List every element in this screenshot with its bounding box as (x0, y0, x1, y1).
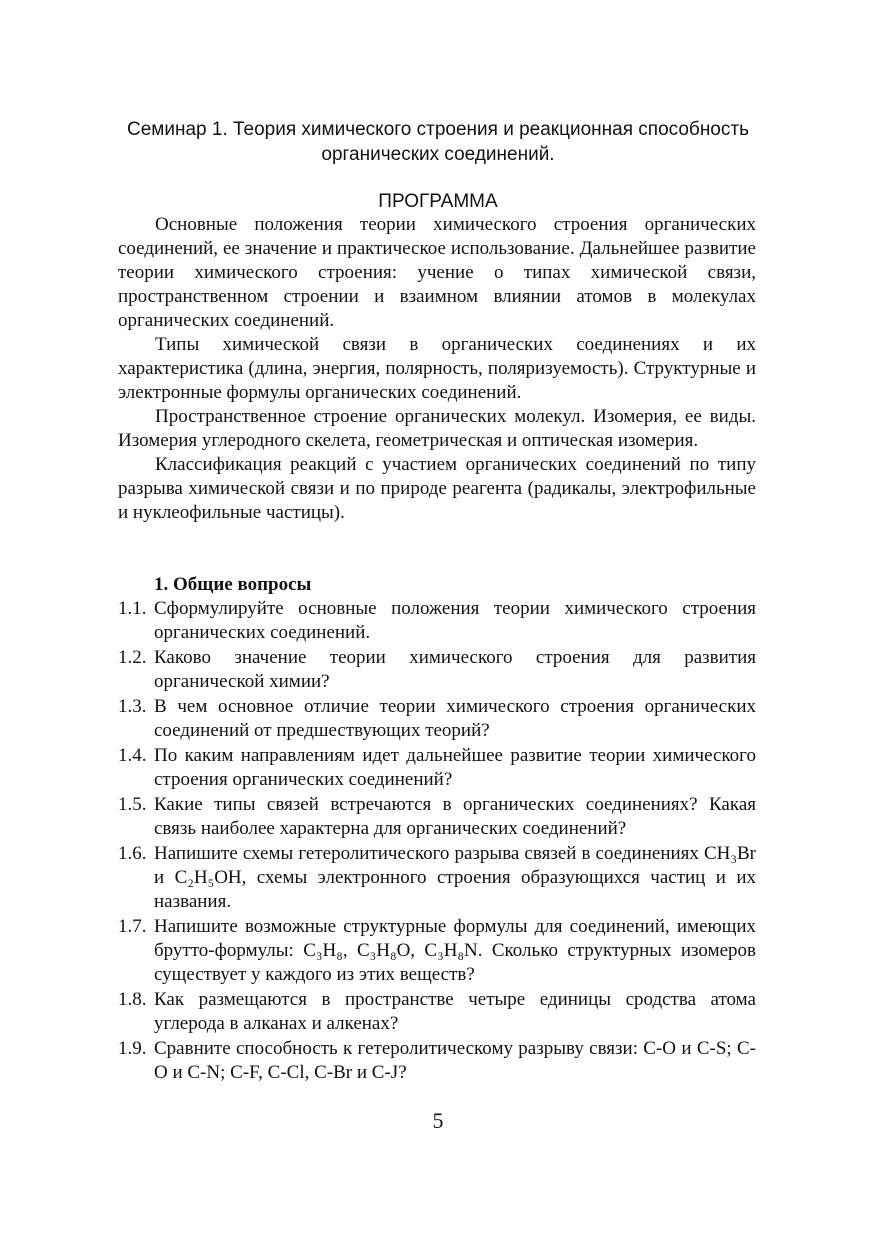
program-text (118, 213, 756, 525)
question-number: 1.2. (118, 647, 147, 668)
question-number: 1.5. (118, 794, 147, 815)
question-text: По каким направлениям идет дальнейшее развитие теории химического строения органических соединений? (154, 745, 756, 790)
section-heading: 1. Общие вопросы (154, 574, 312, 595)
question-item (118, 744, 756, 792)
question-item (118, 695, 756, 743)
question-number: 1.8. (118, 989, 147, 1010)
paragraph: Пространственное строение органических молекул. Изомерия, ее виды. Изомерия углеродного скелета, геометрическая и оптическая изомерия. (118, 406, 756, 451)
question-text: Как размещаются в пространстве четыре единицы сродства атома углерода в алканах и алкенах? (154, 989, 756, 1034)
program-heading: ПРОГРАММА (378, 191, 498, 212)
question-item (118, 793, 756, 841)
question-number: 1.7. (118, 916, 147, 937)
question-item (118, 842, 756, 914)
question-item (118, 646, 756, 694)
question-item (118, 1037, 756, 1085)
question-text: Сформулируйте основные положения теории химического строения органических соединений. (154, 598, 756, 643)
question-text: Сравните способность к гетеролитическому разрыву связи: C-O и C-S; C-O и C-N; C-F, C-Cl, C-Br и C-J? (154, 1038, 756, 1083)
question-text: Каково значение теории химического строения для развития органической химии? (154, 647, 756, 692)
question-item (118, 988, 756, 1036)
paragraph: Классификация реакций с участием органических соединений по типу разрыва химической связи и по природе реагента (радикалы, электрофильные и нуклеофильные частицы). (118, 454, 756, 523)
page-number: 5 (432, 1108, 444, 1133)
question-text: Напишите возможные структурные формулы для соединений, имеющих брутто-формулы: C₃H₈, C₃H₈O, C₃H₈N. Сколько структурных изомеров существует у каждого из этих веществ? (154, 916, 756, 985)
question-number: 1.4. (118, 745, 147, 766)
question-text: Напишите схемы гетеролитического разрыва связей в соединениях CH₃Br и C₂H₅OH, схемы электронного строения образующихся частиц и их названия. (154, 843, 756, 912)
question-text: В чем основное отличие теории химического строения органических соединений от предшествующих теорий? (154, 696, 756, 741)
question-item (118, 915, 756, 987)
question-number: 1.6. (118, 843, 147, 864)
question-number: 1.1. (118, 598, 147, 619)
question-item (118, 597, 756, 645)
paragraph: Типы химической связи в органических соединениях и их характеристика (длина, энергия, полярность, поляризуемость). Структурные и электронные формулы органических соединений. (118, 334, 756, 403)
question-text: Какие типы связей встречаются в органических соединениях? Какая связь наиболее характерна для органических соединений? (154, 794, 756, 839)
question-list (118, 597, 756, 1086)
page-title: Семинар 1. Теория химического строения и реакционная способность органических соединений. (127, 119, 749, 165)
question-number: 1.9. (118, 1038, 147, 1059)
question-number: 1.3. (118, 696, 147, 717)
paragraph: Основные положения теории химического строения органических соединений, ее значение и практическое использование. Дальнейшее развитие теории химического строения: учение о типах химической связи, пространственном строении и взаимном влиянии атомов в молекулах органических соединений. (118, 214, 756, 331)
